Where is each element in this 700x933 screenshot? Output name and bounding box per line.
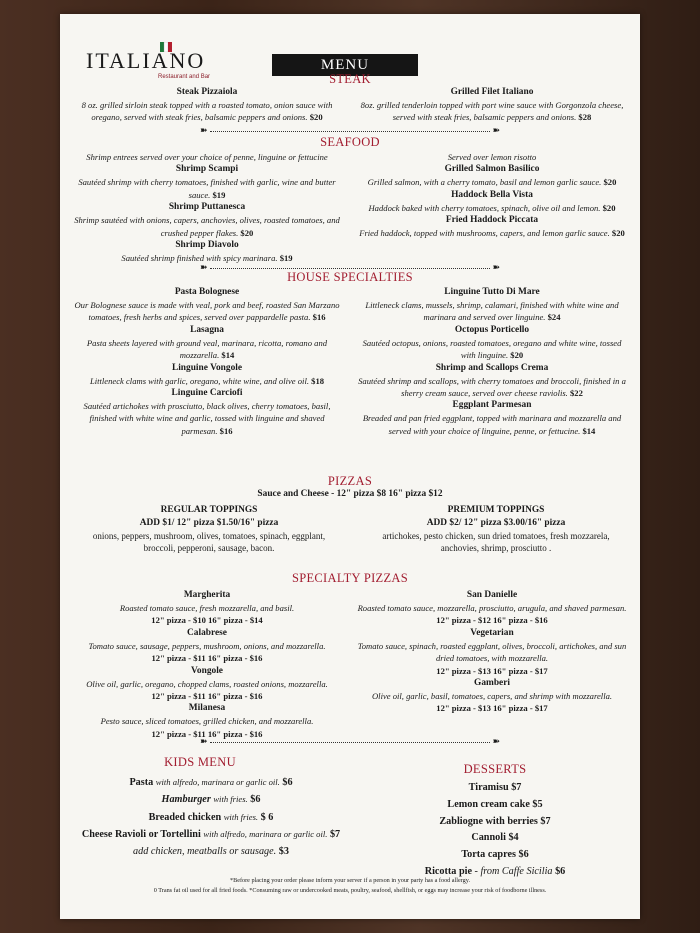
seafood-heading: SEAFOOD	[320, 135, 380, 149]
divider: ➽ ➽	[200, 736, 500, 746]
kids-menu-heading: KIDS MENU	[164, 755, 236, 769]
logo-tagline: Restaurant and Bar	[158, 74, 211, 80]
list-item: Zabliogne with berries $7	[439, 815, 551, 827]
food-safety-note: 0 Trans fat oil used for all fried foods. *Consuming raw or undercooked meats, poultry, seafood, shellfish, or eggs may increase your risk of foodborne illness.	[153, 887, 547, 894]
list-item: Lemon cream cake $5	[447, 798, 543, 810]
list-item: Tiramisu $7	[468, 782, 522, 793]
pizzas-heading: PIZZAS	[327, 474, 373, 488]
steak-right-item: Grilled Filet Italiano 8oz. grilled tenderloin topped with port wine sauce with Gorgonzola cheese, served with steak fries, balsamic peppers and onions. $28	[360, 87, 624, 123]
house-right: Linguine Tutto Di Mare Littleneck clams, mussels, shrimp, calamari, finished with white wine and marinara and served over linguine. $24 Octopus Porticello Sautéed octopus, onions, roasted tomatoes, oregano and white wine, tossed with linguine. $20 Shrimp and Scallops Crema Sautéed shrimp and scallops, with cherry tomatoes and broccoli, finished in a sherry cream sauce, served over cheese raviolis. $22 Eggplant Parmesan Breaded and pan fried eggplant, topped with marinara and mozzarella and served with your choice of linguine, penne, or fettucine. $14	[358, 287, 626, 436]
list-item: add chicken, meatballs or sausage. $3	[133, 845, 289, 857]
seafood-right: Served over lemon risotto Grilled Salmon Basilico Grilled salmon, with a cherry tomato, basil and lemon garlic sauce. $20 Haddock Bella Vista Haddock baked with cherry tomatoes, spinach, olive oil and lemon. $20 Fried Haddock Piccata Fried haddock, topped with mushrooms, capers, and lemon garlic sauce. $20	[359, 152, 625, 239]
steak-heading: STEAK	[329, 72, 371, 86]
pizza-base-price: Sauce and Cheese - 12" pizza $8 16" pizza $12	[257, 489, 443, 499]
kids-menu-list	[66, 774, 356, 860]
desserts-heading: DESSERTS	[463, 762, 527, 776]
allergy-note: *Before placing your order please inform your server if a person in your party has a food allergy.	[229, 877, 471, 884]
list-item: Cannoli $4	[471, 832, 519, 844]
seafood-left: Shrimp entrees served over your choice of penne, linguine or fettucine Shrimp Scampi Sautéed shrimp with cherry tomatoes, finished with garlic, wine and butter sauce. $19 Shrimp Puttanesca Shrimp sautéed with onions, capers, anchovies, olives, roasted tomatoes, and crushed pepper flakes. $20 Shrimp Diavolo Sautéed shrimp finished with spicy marinara. $19	[74, 152, 340, 264]
steak-left-item: Steak Pizzaiola 8 oz. grilled sirloin steak topped with a roasted tomato, onion sauce with oregano, served with steak fries, balsamic peppers and onions. $20	[81, 87, 333, 123]
list-item: Pasta with alfredo, marinara or garlic oil. $6	[129, 777, 293, 788]
logo-text: ITALIANO	[86, 48, 206, 73]
divider: ➽ ➽	[200, 125, 500, 135]
house-left: Pasta Bolognese Our Bolognese sauce is made with veal, pork and beef, roasted San Marzano tomatoes, fresh herbs and spices, served over pappardelle pasta. $16 Lasagna Pasta sheets layered with ground veal, marinara, ricotta, romano and mozzarella. $14 Linguine Vongole Littleneck clams with garlic, oregano, white wine, and olive oil. $18 Linguine Carciofi Sautéed artichokes with prosciutto, black olives, cherry tomatoes, basil, finished with white wine and garlic, tossed with linguine and shaved parmesan. $16	[74, 287, 340, 436]
list-item: Hamburger with fries. $6	[161, 794, 261, 806]
specialty-pizzas-heading: SPECIALTY PIZZAS	[291, 571, 409, 585]
menu-sheet	[60, 14, 640, 919]
desserts-list	[390, 780, 600, 881]
menu-title: MENU	[272, 54, 418, 76]
list-item: Ricotta pie - from Caffe Sicilia $6	[424, 865, 566, 877]
specialty-right: San Danielle Roasted tomato sauce, mozzarella, prosciutto, arugula, and shaved parmesan. 12" pizza - $12 16" pizza - $16 Vegetarian Tomato sauce, spinach, roasted eggplant, olives, broccoli, artichokes, and sun dried tomatoes, with mozzarella. 12" pizza - $13 16" pizza - $17 Gamberi Olive oil, garlic, basil, tomatoes, capers, and shrimp with mozzarella. 12" pizza - $13 16" pizza - $17	[357, 590, 627, 714]
house-specialties-heading: HOUSE SPECIALTIES	[287, 270, 413, 284]
list-item: Torta capres $6	[461, 849, 529, 861]
list-item: Breaded chicken with fries. $ 6	[148, 811, 274, 823]
list-item: Cheese Ravioli or Tortellini with alfredo, marinara or garlic oil. $7	[81, 829, 341, 841]
divider: ➽ ➽	[200, 262, 500, 272]
premium-toppings: PREMIUM TOPPINGS ADD $2/ 12" pizza $3.00/16" pizza artichokes, pesto chicken, sun dried tomatoes, fresh mozzarela, anchovies, shrimp, prosciutto .	[382, 505, 610, 554]
regular-toppings: REGULAR TOPPINGS ADD $1/ 12" pizza $1.50/16" pizza onions, peppers, mushroom, olives, tomatoes, spinach, eggplant, broccoli, pepperoni, sausage, bacon.	[92, 505, 326, 554]
specialty-left: Margherita Roasted tomato sauce, fresh mozzarella, and basil. 12" pizza - $10 16" pizza - $14 Calabrese Tomato sauce, sausage, peppers, mushroom, onions, and mozzarella. 12" pizza - $11 16" pizza - $16 Vongole Olive oil, garlic, oregano, chopped clams, roasted onions, mozzarella. 12" pizza - $11 16" pizza - $16 Milanesa Pesto sauce, sliced tomatoes, grilled chicken, and mozzarella. 12" pizza - $11 16" pizza - $16	[86, 590, 328, 739]
